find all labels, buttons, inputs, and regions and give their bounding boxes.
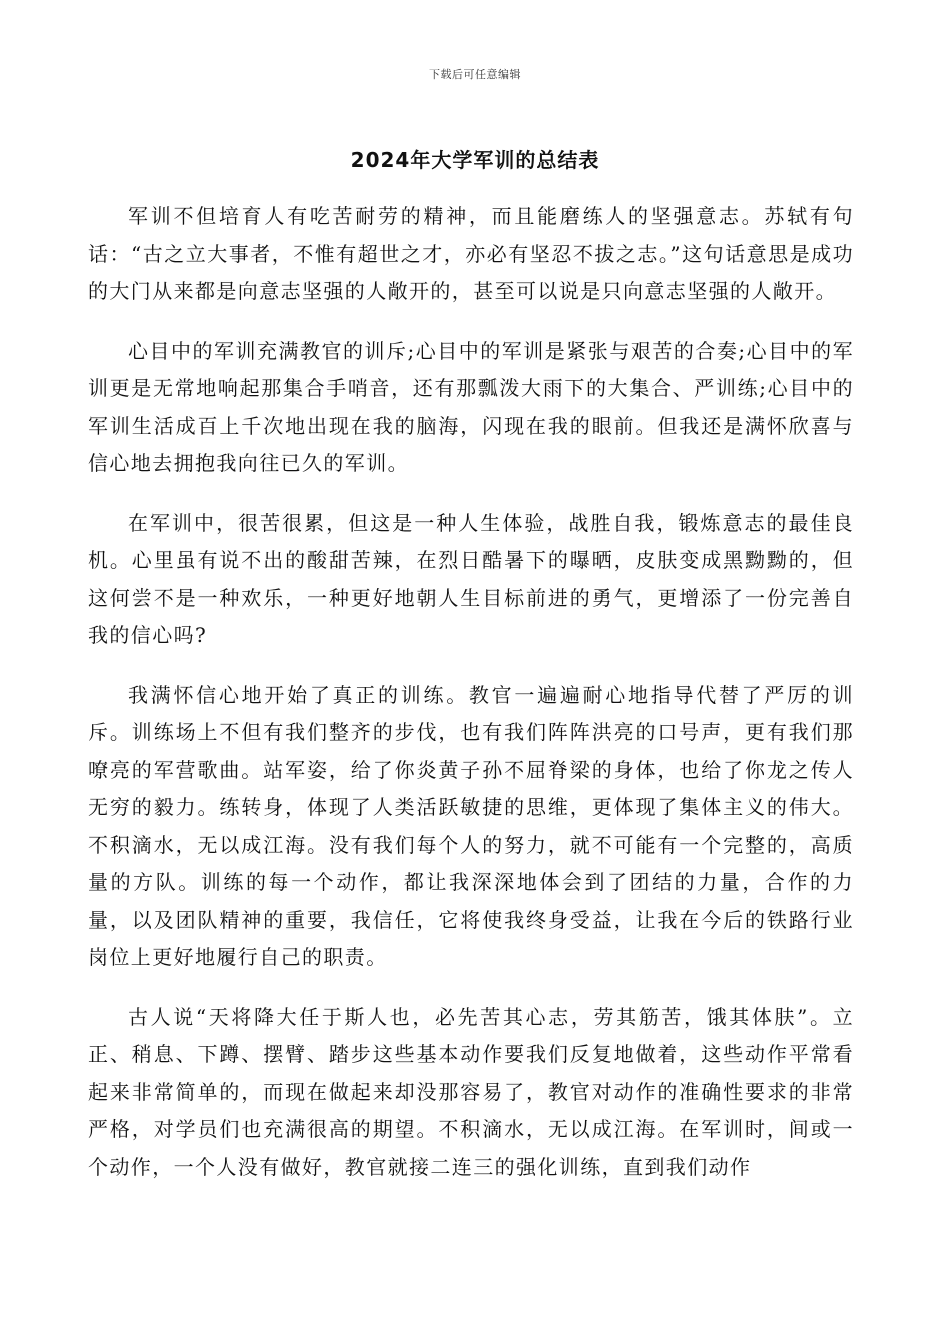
paragraph-3: 在军训中，很苦很累，但这是一种人生体验，战胜自我，锻炼意志的最佳良机。心里虽有说不出的酸甜苦辣，在烈日酷暑下的曝晒，皮肤变成黑黝黝的，但这何尝不是一种欢乐，一种更好地朝人生目标前进的勇气，更增添了一份完善自我的信心吗? — [88, 510, 854, 647]
document-body — [88, 198, 854, 1208]
header-note: 下载后可任意编辑 — [429, 68, 521, 81]
paragraph-2: 心目中的军训充满教官的训斥;心目中的军训是紧张与艰苦的合奏;心目中的军训更是无常地响起那集合手哨音，还有那瓢泼大雨下的大集合、严训练;心目中的军训生活成百上千次地出现在我的脑海，闪现在我的眼前。但我还是满怀欣喜与信心地去拥抱我向往已久的军训。 — [88, 338, 854, 475]
paragraph-1: 军训不但培育人有吃苦耐劳的精神，而且能磨练人的坚强意志。苏轼有句话：“古之立大事者，不惟有超世之才，亦必有坚忍不拔之志。”这句话意思是成功的大门从来都是向意志坚强的人敞开的，甚至可以说是只向意志坚强的人敞开。 — [88, 204, 854, 303]
paragraph-4: 我满怀信心地开始了真正的训练。教官一遍遍耐心地指导代替了严厉的训斥。训练场上不但有我们整齐的步伐，也有我们阵阵洪亮的口号声，更有我们那嘹亮的军营歌曲。站军姿，给了你炎黄子孙不屈脊梁的身体，也给了你龙之传人无穷的毅力。练转身，体现了人类活跃敏捷的思维，更体现了集体主义的伟大。不积滴水，无以成江海。没有我们每个人的努力，就不可能有一个完整的，高质量的方队。训练的每一个动作，都让我深深地体会到了团结的力量，合作的力量，以及团队精神的重要，我信任，它将使我终身受益，让我在今后的铁路行业岗位上更好地履行自己的职责。 — [88, 682, 854, 969]
paragraph-5: 古人说“天将降大任于斯人也，必先苦其心志，劳其筋苦，饿其体肤”。立正、稍息、下蹲、摆臂、踏步这些基本动作要我们反复地做着，这些动作平常看起来非常简单的，而现在做起来却没那容易了，教官对动作的准确性要求的非常严格，对学员们也充满很高的期望。不积滴水，无以成江海。在军训时，间或一个动作，一个人没有做好，教官就接二连三的强化训练，直到我们动作 — [88, 1004, 854, 1179]
document-title: 2024年大学军训的总结表 — [350, 148, 600, 172]
